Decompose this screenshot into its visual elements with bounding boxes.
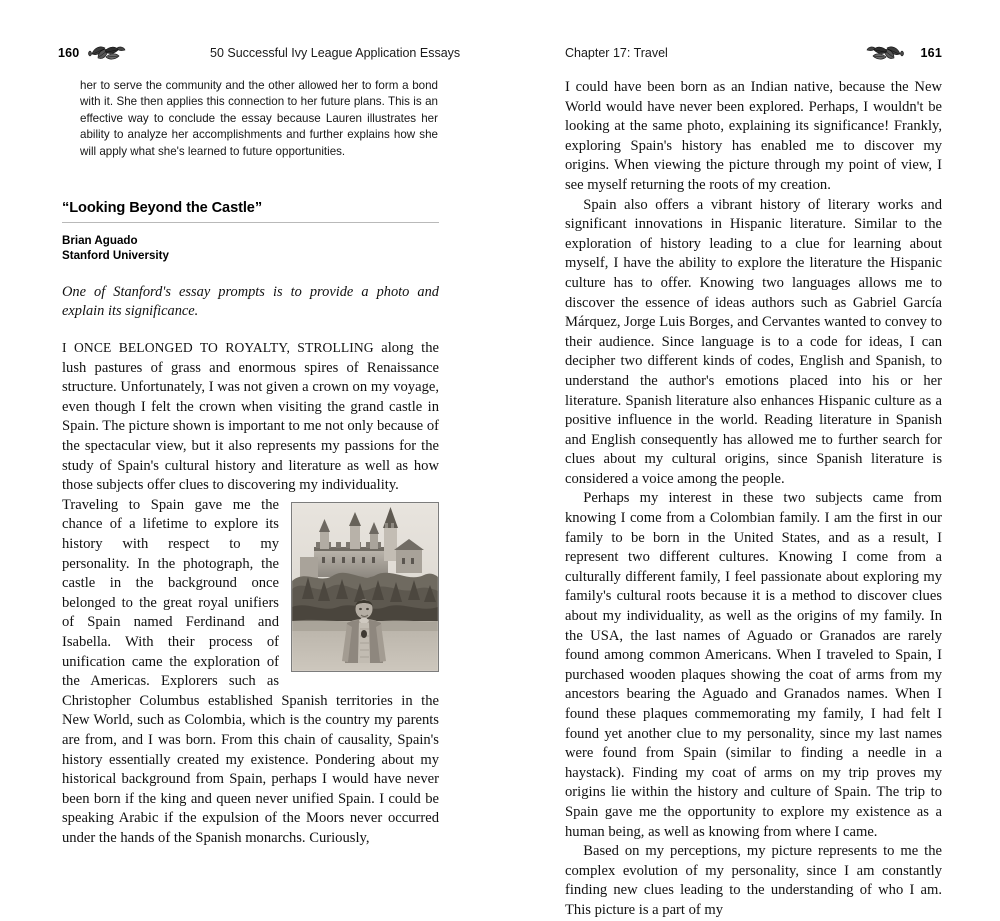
running-head-right	[565, 42, 942, 64]
essay-paragraph-2: Traveling to Spain gave me the chance of a lifetime to explore its history with respect to my personality. In the photograph, the castle in the background once belonged to the great royal unifiers of Spain named Ferdinand and Isabella. With their process of unification came the exploration of the Americas. Explorers such as Christopher Columbus established Spanish territories in the New World, such as Colombia, which is the country my parents are from, and I was born. From this chain of causality, Spain's history essentially created my existence. Pondering about my historical background from Spain, perhaps I would have never been born if the king and queen never unified Spain. I could be speaking Arabic if the expulsion of the Moors never occurred under the hands of the Spanish monarchs. Curiously,	[62, 496, 439, 846]
essay-paragraph-1	[62, 338, 439, 496]
leaf-ornament	[86, 42, 126, 64]
byline-author: Brian Aguado	[62, 234, 138, 248]
essay-paragraph-3: I could have been born as an Indian native, because the New World would have never been explored. Perhaps, I wouldn't be looking at the same photo, explaining its significance! Frankly, exploring Spain's history has enabled me to discover my origins. When viewing the picture through my point of view, I see myself returning the roots of my creation.	[565, 79, 942, 193]
photo-wrap	[62, 496, 439, 849]
essay-photograph	[291, 502, 439, 672]
leaf-ornament	[866, 42, 906, 64]
left-column	[62, 78, 439, 848]
title-divider	[62, 222, 439, 223]
running-head-title-left: 50 Successful Ivy League Application Essays	[210, 46, 461, 60]
page-folio-right: 161	[920, 46, 942, 60]
essay-paragraph-5: Perhaps my interest in these two subjects came from knowing I come from a Colombian family. I am the first in our family to be born in the United States, and as a result, I represent two different cultures. Knowing I come from a culturally different family, I feel passionate about exploring my family's cultural roots because it is a method to discover clues about my individuality, as well as the origins of my family. In the USA, the last names of Aguado or Granados are rarely found among common Americans. When I traveled to Spain, I purchased wooden plaques showing the coat of arms from my ancestors bearing the Aguado and Granados names. When I found these plaques commemorating my family, I had felt I found yet another clue to my personality, since my last names were found from Spain (similar to finding a needle in a haystack). Finding my coat of arms on my trip proves my origins lie within the history and culture of Spain. The trip to Spain gave me the opportunity to explore my existence as a human being, as well as knowing from where I came.	[565, 490, 942, 840]
paragraph-lead-in: I ONCE BELONGED TO ROYALTY, STROLLING	[62, 340, 374, 356]
page-folio-left: 160	[58, 46, 80, 60]
essay-title: “Looking Beyond the Castle”	[62, 200, 263, 217]
essay-paragraph-4: Spain also offers a vibrant history of literary works and significant innovations in Hispanic literature. Similar to the exploration of history leading to a clue for learning about myself, I have the ability to explore the literature the Hispanic culture has to offer. Knowing two languages allows me to discover the essence of ideas authors such as Gabriel García Márquez, Jorge Luis Borges, and Cervantes wanted to convey to their audience. Since language is to a code for ideas, I can decipher two different kinds of codes, English and Spanish, to understand the author's emotions placed into his or her literature. Spanish literature also enhances Hispanic culture as a positive influence in the world. Reading literature in Spanish and English consequently has allowed me to further search for clues about my cultural origins, since Spanish literature is considered a voice among the people.	[565, 196, 942, 487]
paragraph-1-text: along the lush pastures of grass and enormous spires of Renaissance structure. Unfortunately, I was not given a crown on my voyage, even though I felt the crown when visiting the grand castle in Spain. The picture shown is important to me not only because of the spectacular view, but it also represents my passions for the study of Spain's cultural history and literature as well as how those subjects offer clues to discovering my individuality.	[62, 340, 439, 494]
running-head-title-right: Chapter 17: Travel	[565, 46, 668, 60]
commentary-block: her to serve the community and the other allowed her to form a bond with it. She then applies this connection to her future plans. This is an effective way to conclude the essay because Lauren illustrates her ability to analyze her accomplishments and further explains how she will apply what she's learned to future opportunities.	[80, 79, 438, 158]
running-head-left	[58, 42, 461, 64]
byline-school: Stanford University	[62, 249, 169, 263]
right-column	[565, 78, 942, 921]
essay-paragraph-6: Based on my perceptions, my picture represents to me the complex evolution of my personality, since I am constantly finding new clues leading to the understanding of who I am. This picture is a part of my	[565, 843, 942, 918]
essay-heading-block	[62, 200, 439, 263]
essay-prompt: One of Stanford's essay prompts is to provide a photo and explain its significance.	[62, 284, 439, 320]
